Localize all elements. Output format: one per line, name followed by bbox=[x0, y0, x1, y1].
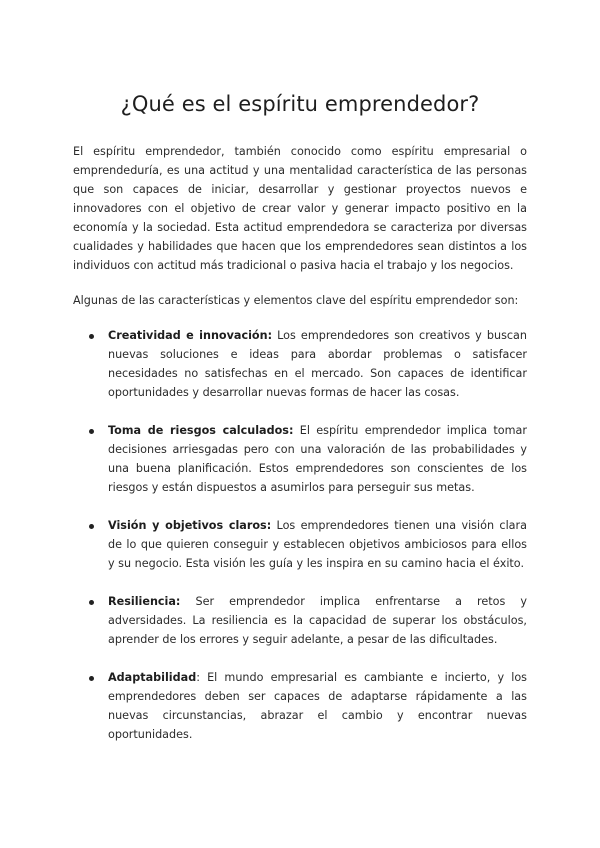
list-item-vision bbox=[73, 516, 527, 573]
list-item-term: Toma de riesgos calculados: bbox=[108, 424, 294, 437]
list-lead-paragraph: Algunas de las características y elementos clave del espíritu emprendedor son: bbox=[73, 294, 519, 307]
intro-paragraph: El espíritu emprendedor, también conocido como espíritu empresarial o emprendeduría, es una actitud y una mentalidad característica de las personas que son capaces de iniciar, desarrollar y gestionar proyectos nuevos e innovadores con el objetivo de crear valor y generar impacto positivo en la economía y la sociedad. Esta actitud emprendedora se caracteriza por diversas cualidades y habilidades que hacen que los emprendedores sean distintos a los individuos con actitud más tradicional o pasiva hacia el trabajo y los negocios. bbox=[73, 145, 527, 272]
bullet-icon bbox=[89, 524, 94, 529]
list-item-text: Los emprendedores son creativos y buscan nuevas soluciones e ideas para abordar problemas o satisfacer necesidades no satisfechas en el mercado. Son capaces de identificar oportunidades y desarrollar nuevas formas de hacer las cosas. bbox=[108, 329, 527, 399]
bullet-icon bbox=[89, 429, 94, 434]
list-item-text: : El mundo empresarial es cambiante e incierto, y los emprendedores deben ser capaces de adaptarse rápidamente a las nuevas circunstancias, abrazar el cambio y encontrar nuevas oportunidades. bbox=[108, 671, 527, 741]
list-item-text: Los emprendedores tienen una visión clara de lo que quieren conseguir y establecen objetivos ambiciosos para ellos y su negocio. Esta visión les guía y les inspira en su camino hacia el éxito. bbox=[108, 519, 527, 570]
list-item-text: El espíritu emprendedor implica tomar decisiones arriesgadas pero con una valoración de las probabilidades y una buena planificación. Estos emprendedores son conscientes de los riesgos y están dispuestos a asumirlos para perseguir sus metas. bbox=[108, 424, 528, 494]
list-item-creatividad bbox=[73, 326, 527, 402]
bullet-icon bbox=[89, 600, 94, 605]
bullet-icon bbox=[89, 676, 94, 681]
list-item-text: Ser emprendedor implica enfrentarse a retos y adversidades. La resiliencia es la capacidad de superar los obstáculos, aprender de los errores y seguir adelante, a pesar de las dificultades. bbox=[108, 595, 527, 646]
list-item-term: Resiliencia: bbox=[108, 595, 181, 608]
list-item-term: Visión y objetivos claros: bbox=[108, 519, 272, 532]
list-item-adaptabilidad bbox=[73, 668, 527, 744]
bullet-icon bbox=[89, 334, 94, 339]
list-item-resiliencia bbox=[73, 592, 527, 649]
list-item-riesgos bbox=[73, 421, 527, 497]
list-item-term: Creatividad e innovación: bbox=[108, 329, 273, 342]
page-title: ¿Qué es el espíritu emprendedor? bbox=[120, 92, 480, 116]
characteristics-list bbox=[73, 326, 527, 744]
list-item-term: Adaptabilidad bbox=[108, 671, 197, 684]
document-page bbox=[73, 0, 527, 763]
